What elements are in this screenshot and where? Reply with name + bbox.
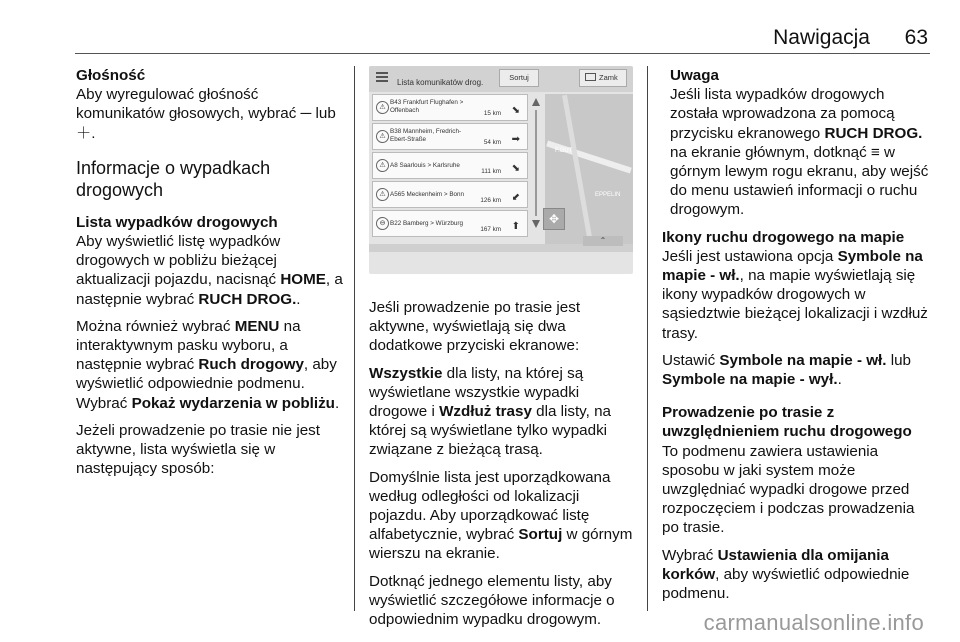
direction-arrow-icon: ⬊ bbox=[511, 163, 520, 174]
item-name: B38 Mannheim, Fredrich-Ebert-Straße bbox=[390, 128, 462, 143]
term-symbole-wl: Symbole na mapie - wł. bbox=[662, 247, 923, 285]
map-road bbox=[562, 95, 593, 244]
section-title: Nawigacja bbox=[773, 26, 870, 49]
warning-icon: ⚠ bbox=[376, 188, 389, 201]
paragraph-route-traffic-1: To podmenu zawiera ustawienia sposobu w jaki system może uwzględniać wypadki drogowe przed rozpoczęciem i podczas prowadzenia po trasie. bbox=[662, 442, 915, 537]
text: lub bbox=[311, 105, 336, 123]
column-2 bbox=[369, 66, 637, 637]
text: lub bbox=[886, 351, 911, 369]
text: Wybrać bbox=[662, 546, 718, 564]
paragraph-icons-2 bbox=[662, 351, 932, 389]
column-divider-1 bbox=[354, 66, 355, 611]
term-symbole-wyl: Symbole na mapie - wył. bbox=[662, 371, 838, 389]
text: na ekranie głównym, dotknąć bbox=[670, 143, 871, 161]
text: dla listy, na której są wyświetlane tylko wypadki związane z bieżącą trasą. bbox=[369, 403, 611, 459]
map-label: F.GUT bbox=[555, 148, 573, 154]
note-box bbox=[662, 66, 932, 220]
list-item[interactable] bbox=[372, 152, 528, 179]
heading-volume: Głośność bbox=[76, 67, 146, 84]
paragraph-route-2 bbox=[369, 364, 637, 460]
column-3 bbox=[662, 66, 932, 611]
item-name: A8 Saarlouis > Karlsruhe bbox=[390, 162, 460, 169]
text: Ustawić bbox=[662, 351, 720, 369]
list-item[interactable] bbox=[372, 210, 528, 237]
compass-icon[interactable]: ✥ bbox=[543, 208, 565, 230]
direction-arrow-icon: ⬊ bbox=[511, 105, 520, 116]
list-scrollbar[interactable] bbox=[531, 94, 541, 232]
closure-icon: ⊖ bbox=[376, 217, 389, 230]
page-number: 63 bbox=[904, 26, 928, 49]
chevron-up-icon[interactable]: ⌃ bbox=[583, 236, 623, 246]
text: , aby wyświetlić odpowiednie podmenu. bbox=[662, 565, 910, 603]
direction-arrow-icon: ⬆ bbox=[511, 221, 520, 232]
item-distance: 111 km bbox=[481, 168, 501, 175]
text: na interaktywnym pasku wyboru, a następnie wybrać bbox=[76, 317, 301, 374]
close-icon bbox=[585, 73, 596, 81]
direction-arrow-icon: ➡ bbox=[511, 134, 520, 145]
close-button[interactable] bbox=[579, 69, 627, 87]
text: Jeśli lista wypadków drogowych została wprowadzona za pomocą przycisku ekranowego bbox=[670, 86, 895, 142]
text: Można również wybrać bbox=[76, 317, 235, 335]
text: , a następnie wybrać bbox=[76, 271, 343, 308]
text: , aby wyświetlić odpowiednie podmenu. Wybrać bbox=[76, 356, 337, 412]
item-distance: 15 km bbox=[483, 110, 501, 117]
item-distance: 54 km bbox=[483, 139, 501, 146]
heading-map-icons: Ikony ruchu drogowego na mapie bbox=[662, 228, 905, 246]
term-ruch-drogowy: Ruch drogowy bbox=[198, 356, 304, 374]
text: . bbox=[91, 124, 96, 142]
heading-route-traffic: Prowadzenie po trasie z uwzględnieniem ruchu drogowego bbox=[662, 404, 912, 441]
text: Jeśli jest ustawiona opcja bbox=[662, 247, 838, 265]
close-label: Zamk bbox=[599, 73, 618, 82]
direction-arrow-icon: ⬋ bbox=[511, 192, 520, 203]
text: w górnym lewym rogu ekranu, aby wejść do menu ustawień informacji o ruchu drogowym. bbox=[670, 143, 929, 219]
screen-illustration bbox=[369, 66, 633, 274]
term-home: HOME bbox=[280, 271, 326, 289]
term-wzdluz: Wzdłuż trasy bbox=[439, 403, 532, 421]
list-item[interactable] bbox=[372, 94, 528, 121]
heading-traffic-info: Informacje o wypadkach drogowych bbox=[76, 157, 271, 200]
paragraph-list-1 bbox=[76, 232, 344, 309]
text: w górnym wierszu na ekranie. bbox=[369, 526, 633, 563]
paragraph-volume bbox=[76, 85, 344, 143]
sort-button[interactable]: Sortuj bbox=[499, 69, 539, 87]
list-item[interactable] bbox=[372, 123, 528, 150]
traffic-list bbox=[372, 94, 528, 239]
column-1 bbox=[76, 66, 344, 486]
plus-icon: ＋ bbox=[76, 124, 92, 142]
text: Aby wyregulować głośność komunikatów głosowych, wybrać bbox=[76, 86, 297, 123]
item-name: A565 Meckenheim > Bonn bbox=[390, 191, 465, 198]
text: . bbox=[296, 290, 301, 308]
term-sortuj: Sortuj bbox=[518, 526, 563, 544]
text: Aby wyświetlić listę wypadków drogowych w pobliżu bieżącej aktualizacji pojazdu, nacisnąć bbox=[76, 233, 281, 289]
text: . bbox=[334, 394, 340, 412]
paragraph-icons-1 bbox=[662, 247, 932, 343]
warning-icon: ⚠ bbox=[376, 130, 389, 143]
menu-icon[interactable] bbox=[376, 70, 390, 84]
text: dla listy, na której są wyświetlane wszystkie wypadki drogowe i bbox=[369, 364, 584, 421]
menu-icon: ≡ bbox=[870, 143, 880, 161]
paragraph-route-1: Jeśli prowadzenie po trasie jest aktywne, wyświetlają się dwa dodatkowe przyciski ekranowe: bbox=[369, 299, 581, 355]
column-divider-2 bbox=[647, 66, 648, 611]
item-name: B22 Bamberg > Würzburg bbox=[390, 220, 463, 227]
paragraph-route-4: Dotknąć jednego elementu listy, aby wyświetlić szczegółowe informacje o odpowiednim wypadku drogowym. bbox=[369, 572, 615, 629]
screen-title: Lista komunikatów drog. bbox=[397, 78, 484, 87]
page-header bbox=[0, 0, 960, 50]
term-ruch-drog: RUCH DROG. bbox=[824, 124, 923, 142]
term-menu: MENU bbox=[234, 317, 280, 335]
term-wszystkie: Wszystkie bbox=[369, 364, 443, 382]
item-distance: 167 km bbox=[480, 226, 501, 233]
note-text bbox=[670, 85, 932, 219]
paragraph-list-3: Jeżeli prowadzenie po trasie nie jest aktywne, lista wyświetla się w następujący sposób: bbox=[76, 421, 320, 478]
term-symbole-wl: Symbole na mapie - wł. bbox=[719, 351, 887, 369]
term-ustawienia: Ustawienia dla omijania korków bbox=[662, 546, 889, 583]
item-distance: 126 km bbox=[480, 197, 501, 204]
item-name: B43 Frankfurt Flughafen > Offenbach bbox=[390, 99, 464, 114]
minus-icon: ─ bbox=[296, 105, 312, 123]
header-divider bbox=[75, 53, 930, 54]
paragraph-route-traffic-2 bbox=[662, 546, 932, 604]
text: . bbox=[837, 371, 842, 389]
paragraph-route-3 bbox=[369, 468, 637, 564]
term-pokaz: Pokaż wydarzenia w pobliżu bbox=[131, 394, 335, 412]
text: , na mapie wyświetlają się ikony wypadków drogowych w sąsiedztwie bieżącej lokalizacji i wzdłuż trasy. bbox=[662, 267, 928, 342]
note-title: Uwaga bbox=[670, 67, 719, 84]
list-item[interactable] bbox=[372, 181, 528, 208]
scroll-arrows-icon bbox=[531, 94, 541, 232]
warning-icon: ⚠ bbox=[376, 101, 389, 114]
heading-traffic-list: Lista wypadków drogowych bbox=[76, 213, 278, 231]
warning-icon: ⚠ bbox=[376, 159, 389, 172]
paragraph-list-2 bbox=[76, 317, 344, 413]
map-label: EPPELIN bbox=[595, 192, 621, 198]
watermark: carmanualsonline.info bbox=[703, 610, 924, 635]
text: Domyślnie lista jest uporządkowana według odległości od lokalizacji pojazdu. Aby uporządkować listę alfabetycznie, wybrać bbox=[369, 468, 611, 544]
term-ruch-drog: RUCH DROG. bbox=[198, 290, 297, 308]
